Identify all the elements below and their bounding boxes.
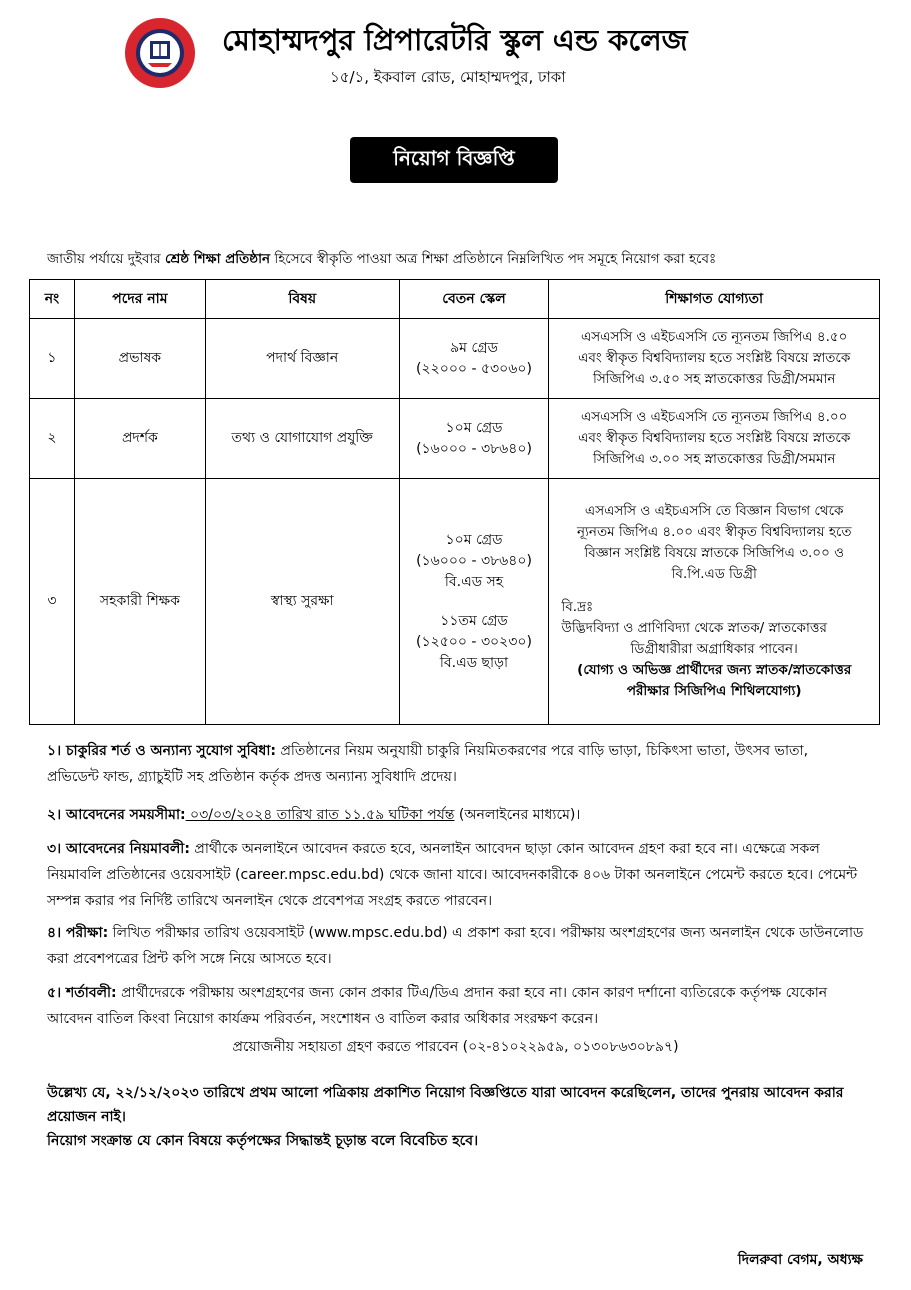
pay-range: (২২০০০ - ৫৩০৬০) xyxy=(416,360,532,377)
section-conditions: ৫। শর্তাবলী: প্রার্থীদেরকে পরীক্ষায় অংশগ্রহণের জন্য কোন প্রকার টিএ/ডিএ প্রদান করা হবে না। কোন কারণ দর্শানো ব্যতিরেকে কর্তৃপক্ষ যেকোন আবেদন বাতিল কিংবা নিয়োগ কার্যক্রম পরিবর্তন, সংশোধন ও বাতিল করার অধিকার সংরক্ষণ করেন। xyxy=(47,985,828,1027)
note-line: ডিগ্রীধারীরা অগ্রাধিকার পাবেন। xyxy=(630,641,798,657)
pay-grade: ৯ম গ্রেড xyxy=(450,339,498,356)
pay-range: (১৬০০০ - ৩৮৬৪০) xyxy=(416,552,532,569)
table-row xyxy=(30,319,880,399)
pay-grade: ১১তম গ্রেড xyxy=(440,612,508,629)
qualification-line: বিজ্ঞান সংশ্লিষ্ট বিষয়ে স্নাতকে সিজিপিএ ৩.০০ ও xyxy=(584,545,845,561)
section-label: ৪। পরীক্ষা: xyxy=(47,925,109,941)
row-qualification xyxy=(549,319,880,399)
closing-decision: নিয়োগ সংক্রান্ত যে কোন বিষয়ে কর্তৃপক্ষের সিদ্ধান্তই চূড়ান্ত বলে বিবেচিত হবে। xyxy=(47,1133,479,1149)
qualification-line: এসএসসি ও এইচএসসি তে ন্যূনতম জিপিএ ৪.০০ xyxy=(580,409,848,425)
table-header-row xyxy=(30,280,880,319)
school-name: মোহাম্মদপুর প্রিপারেটরি স্কুল এন্ড কলেজ xyxy=(222,23,688,57)
deadline-date: ০৩/০৩/২০২৪ তারিখ রাত ১১.৫৯ ঘটিকা পর্যন্ত xyxy=(185,807,455,823)
closing-note: উল্লেখ্য যে, ২২/১২/২০২৩ তারিখে প্রথম আলো পত্রিকায় প্রকাশিত নিয়োগ বিজ্ঞপ্তিতে যারা আবেদন করেছিলেন, তাদের পুনরায় আবেদন করার প্রয়োজন নাই। xyxy=(47,1085,844,1125)
row-post: প্রদর্শক xyxy=(74,399,205,479)
section-terms: ১। চাকুরির শর্ত ও অন্যান্য সুযোগ সুবিধা: প্রতিষ্ঠানের নিয়ম অনুযায়ী চাকুরি নিয়মিতকরণের পরে বাড়ি ভাড়া, চিকিৎসা ভাতা, উৎসব ভাতা, প্রভিডেন্ট ফান্ড, গ্র্যাচুইটি সহ প্রতিষ্ঠান কর্তৃক প্রদত্ত অন্যান্য সুবিধাদি প্রদেয়। xyxy=(47,743,809,785)
row-post: সহকারী শিক্ষক xyxy=(74,479,205,725)
note-label: বি.দ্রঃ xyxy=(561,599,594,615)
header-no: নং xyxy=(30,280,75,319)
section-label: ৩। আবেদনের নিয়মাবলী: xyxy=(47,841,190,857)
qualification-line: এসএসসি ও এইচএসসি তে ন্যূনতম জিপিএ ৪.৫০ xyxy=(580,329,848,345)
pay-grade: ১০ম গ্রেড xyxy=(445,419,503,436)
note-line: উদ্ভিদবিদ্যা ও প্রাণিবিদ্যা থেকে স্নাতক/ স্নাতকোত্তর xyxy=(561,620,827,636)
header-pay-scale: বেতন স্কেল xyxy=(399,280,549,319)
vacancy-table xyxy=(29,279,880,725)
row-no: ১ xyxy=(30,319,75,399)
pay-condition: বি.এড সহ xyxy=(444,573,504,590)
section-deadline: ২। আবেদনের সময়সীমা: ০৩/০৩/২০২৪ তারিখ রাত ১১.৫৯ ঘটিকা পর্যন্ত (অনলাইনের মাধ্যমে)। xyxy=(47,807,581,823)
qualification-line: বি.পি.এড ডিগ্রী xyxy=(671,566,757,582)
qualification-line: সিজিপিএ ৩.০০ সহ স্নাতকোত্তর ডিগ্রী/সমমান xyxy=(592,451,836,467)
qualification-line: সিজিপিএ ৩.৫০ সহ স্নাতকোত্তর ডিগ্রী/সমমান xyxy=(592,371,836,387)
signature: দিলরুবা বেগম, অধ্যক্ষ xyxy=(737,1252,863,1268)
pay-range: (১৬০০০ - ৩৮৬৪০) xyxy=(416,440,532,457)
table-row xyxy=(30,479,880,725)
header-subject: বিষয় xyxy=(205,280,399,319)
note-bold-line: (যোগ্য ও অভিজ্ঞ প্রার্থীদের জন্য স্নাতক/স্নাতকোত্তর xyxy=(577,662,852,678)
row-no: ২ xyxy=(30,399,75,479)
row-subject: তথ্য ও যোগাযোগ প্রযুক্তি xyxy=(205,399,399,479)
row-pay-scale xyxy=(399,479,549,725)
section-label: ২। আবেদনের সময়সীমা: xyxy=(47,807,186,823)
section-rules: ৩। আবেদনের নিয়মাবলী: প্রার্থীকে অনলাইনে আবেদন করতে হবে, অনলাইন আবেদন ছাড়া কোন আবেদন গ্রহণ করা হবে না। এক্ষেত্রে সকল নিয়মাবলি প্রতিষ্ঠানের ওয়েবসাইট (career.mpsc.edu.bd) থেকে জানা যাবে। আবেদনকারীকে ৪০৬ টাকা অনলাইনে পেমেন্ট করতে হবে। পেমেন্ট সম্পন্ন করার পর নির্দিষ্ট তারিখে অনলাইন থেকে প্রবেশপত্র সংগ্রহ করতে পারবেন। xyxy=(47,841,858,909)
note-bold-line: পরীক্ষার সিজিপিএ শিথিলযোগ্য) xyxy=(626,683,802,699)
header-post: পদের নাম xyxy=(74,280,205,319)
row-subject: পদার্থ বিজ্ঞান xyxy=(205,319,399,399)
row-pay-scale xyxy=(399,399,549,479)
intro-text: জাতীয় পর্যায়ে দুইবার শ্রেষ্ঠ শিক্ষা প্রতিষ্ঠান হিসেবে স্বীকৃতি পাওয়া অত্র শিক্ষা প্রতিষ্ঠানে নিম্নলিখিত পদ সমূহে নিয়োগ করা হবেঃ xyxy=(47,251,717,267)
qualification-line: এবং স্বীকৃত বিশ্ববিদ্যালয় হতে সংশ্লিষ্ট বিষয়ে স্নাতকে xyxy=(578,350,851,366)
row-qualification xyxy=(549,479,880,725)
row-subject: স্বাস্থ্য সুরক্ষা xyxy=(205,479,399,725)
school-address: ১৫/১, ইকবাল রোড, মোহাম্মদপুর, ঢাকা xyxy=(330,68,566,86)
notice-title: নিয়োগ বিজ্ঞপ্তি xyxy=(350,137,558,183)
row-qualification xyxy=(549,399,880,479)
pay-condition: বি.এড ছাড়া xyxy=(439,654,509,671)
pay-grade: ১০ম গ্রেড xyxy=(445,531,503,548)
table-row xyxy=(30,399,880,479)
section-label: ৫। শর্তাবলী: xyxy=(47,985,117,1001)
row-no: ৩ xyxy=(30,479,75,725)
pay-range: (১২৫০০ - ৩০২৩০) xyxy=(416,633,532,650)
school-logo-icon xyxy=(124,17,196,89)
section-exam: ৪। পরীক্ষা: লিখিত পরীক্ষার তারিখ ওয়েবসাইট (www.mpsc.edu.bd) এ প্রকাশ করা হবে। পরীক্ষায় অংশগ্রহণের জন্য অনলাইন থেকে ডাউনলোড করা প্রবেশপত্রের প্রিন্ট কপি সঙ্গে নিয়ে আসতে হবে। xyxy=(47,925,864,967)
section-label: ১। চাকুরির শর্ত ও অন্যান্য সুযোগ সুবিধা: xyxy=(47,743,276,759)
row-post: প্রভাষক xyxy=(74,319,205,399)
qualification-line: ন্যূনতম জিপিএ ৪.০০ এবং স্বীকৃত বিশ্ববিদ্যালয় হতে xyxy=(576,524,852,540)
row-pay-scale xyxy=(399,319,549,399)
help-contact: প্রয়োজনীয় সহায়তা গ্রহণ করতে পারবেন (০২-৪১০২২৯৫৯, ০১৩০৮৬৩০৮৯৭) xyxy=(232,1039,679,1055)
qualification-line: এসএসসি ও এইচএসসি তে বিজ্ঞান বিভাগ থেকে xyxy=(584,503,844,519)
header-qualification: শিক্ষাগত যোগ্যতা xyxy=(549,280,880,319)
qualification-line: এবং স্বীকৃত বিশ্ববিদ্যালয় হতে সংশ্লিষ্ট বিষয়ে স্নাতকে xyxy=(578,430,851,446)
